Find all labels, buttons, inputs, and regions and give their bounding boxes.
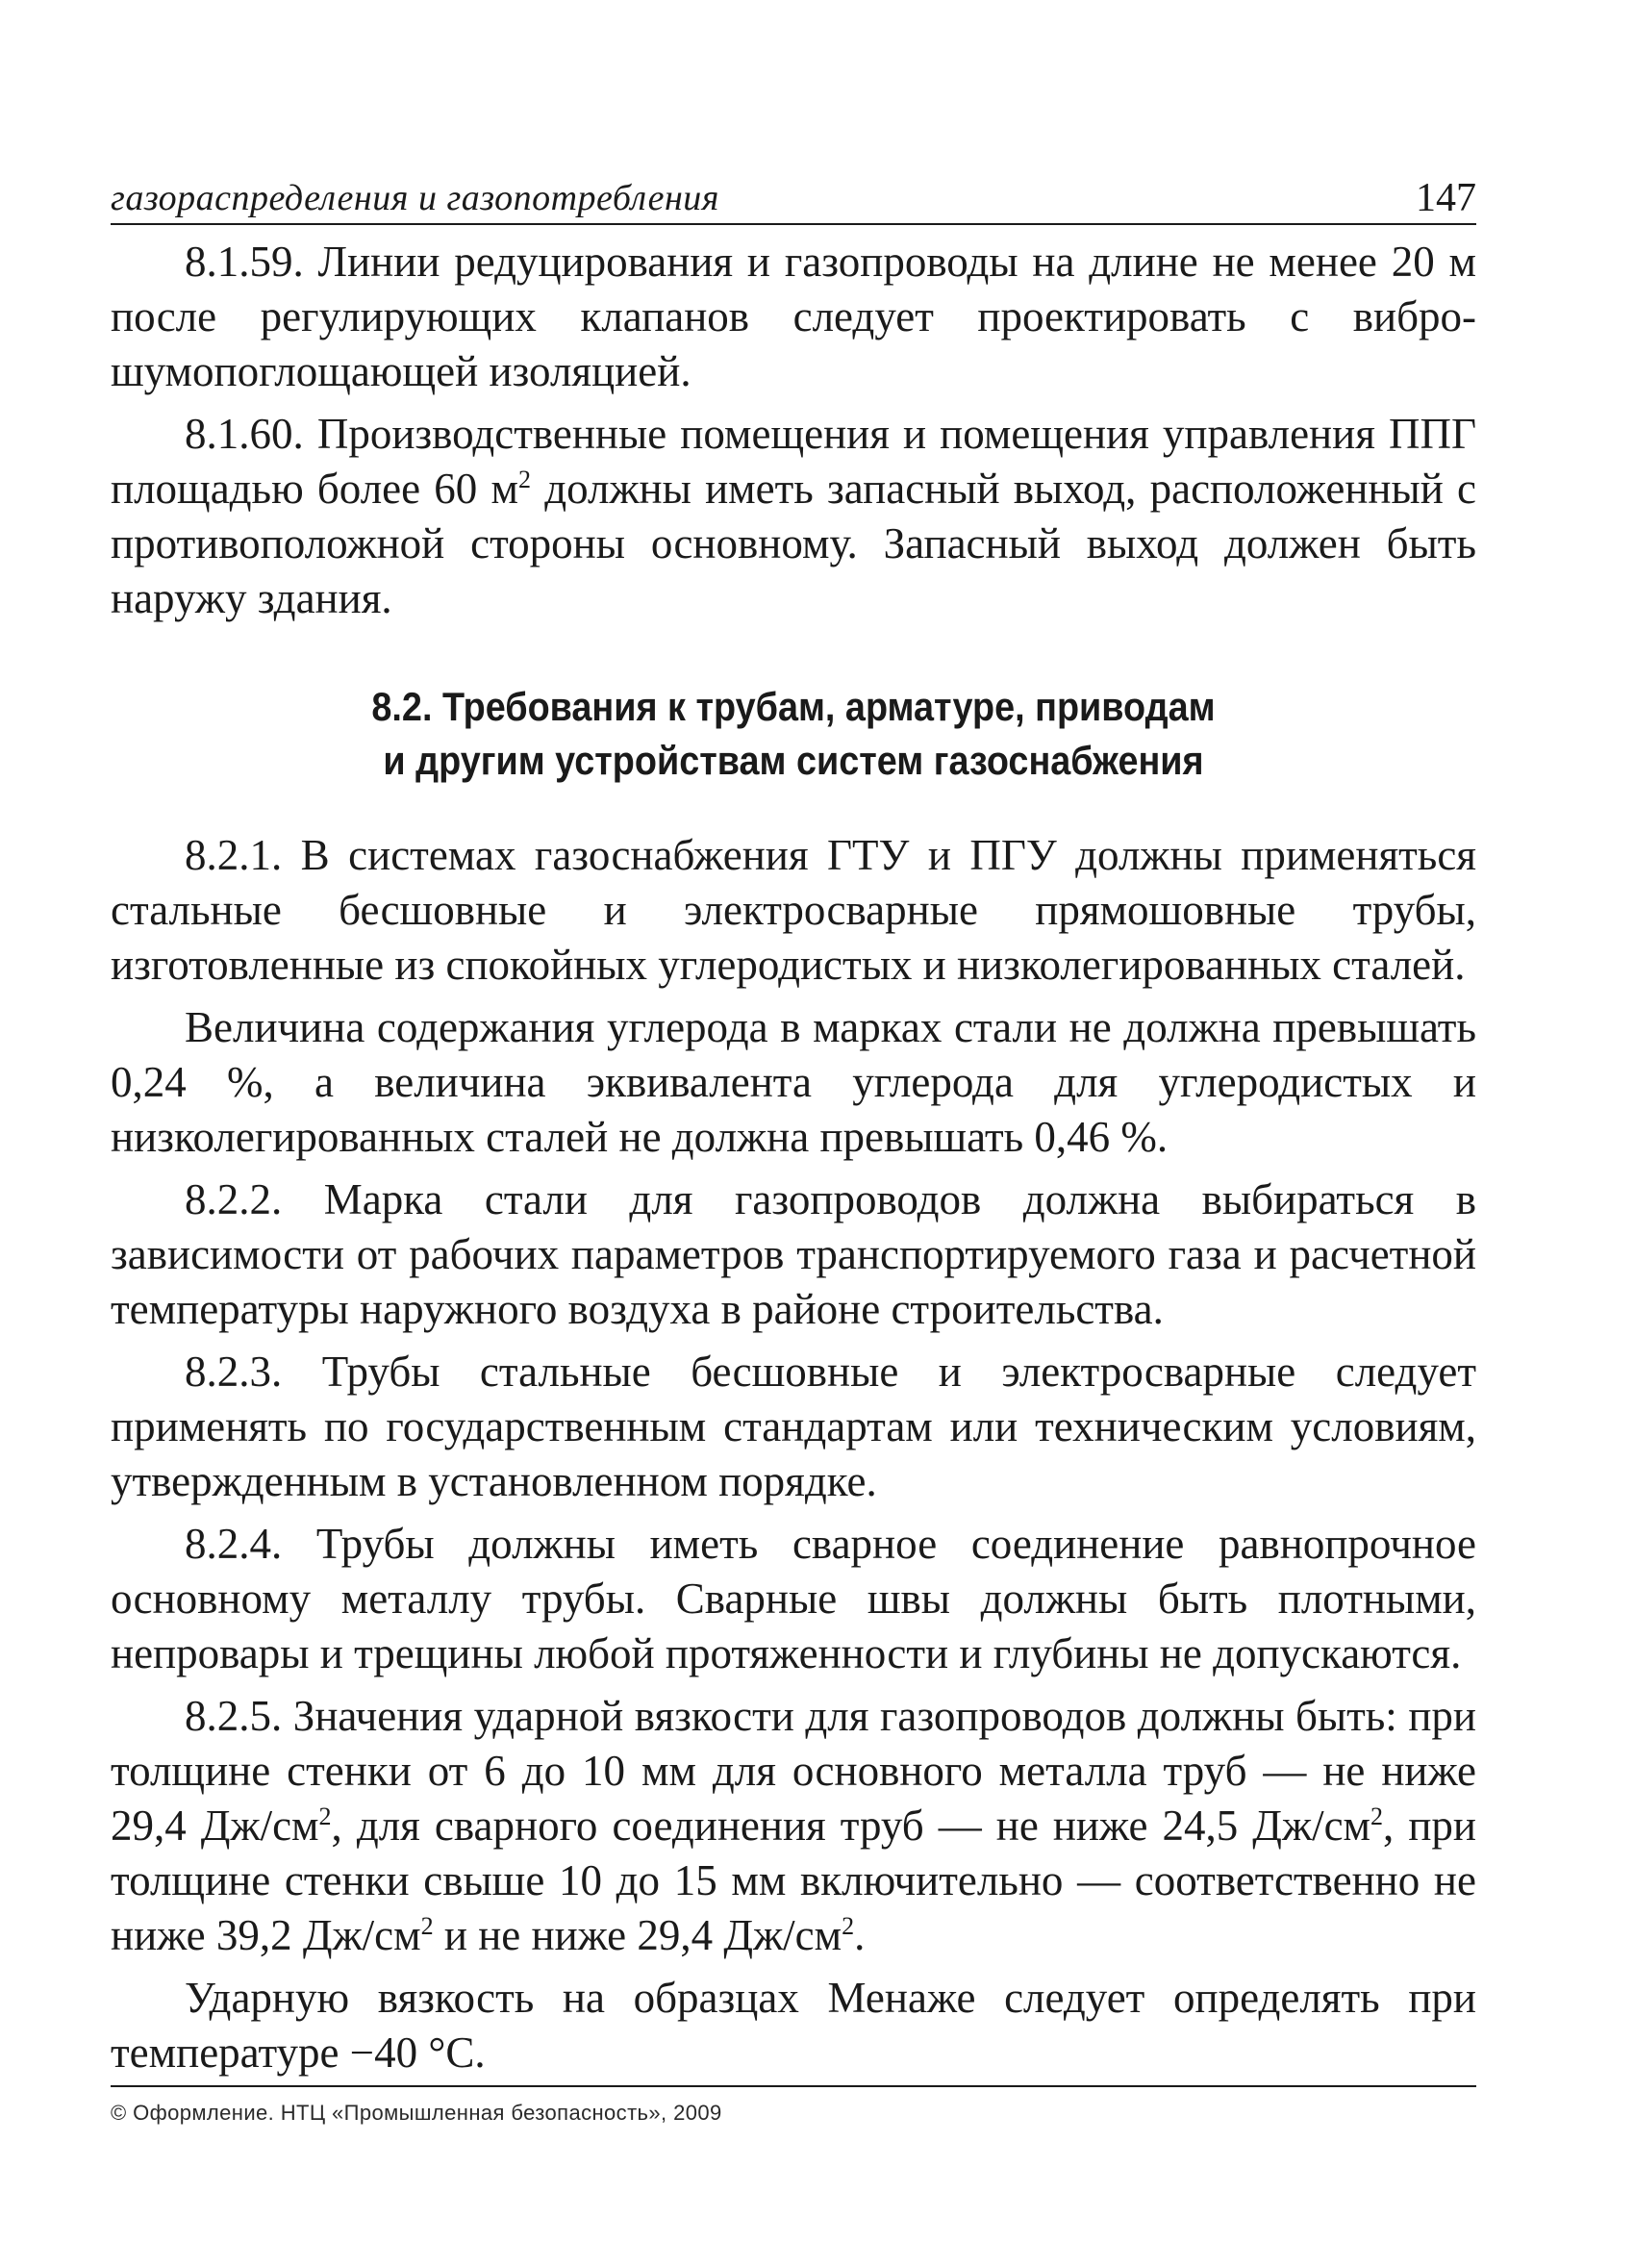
- running-head-title: газораспределения и газопотребления: [111, 178, 719, 218]
- section-heading-line-2: и другим устройствам систем газоснабжения: [383, 738, 1204, 783]
- book-page: [111, 164, 1476, 2183]
- section-heading: [179, 680, 1408, 788]
- page-body: [111, 235, 1476, 2080]
- section-heading-line-1: 8.2. Требования к трубам, арматуре, приводам: [371, 684, 1216, 729]
- paragraph-text: 8.1.60. Производственные помещения и помещения управления ППГ площадью более 60 м: [111, 410, 1476, 513]
- superscript: 2: [318, 1802, 332, 1830]
- paragraph-impact-test: Ударную вязкость на образцах Менаже следует определять при температуре −40 °С.: [111, 1974, 1476, 2077]
- paragraph-8-2-4: 8.2.4. Трубы должны иметь сварное соединение равнопрочное основному металлу трубы. Сварные швы должны быть плотными, непровары и трещины любой протяженности и глубины не допускаются.: [111, 1520, 1476, 1677]
- paragraph-text: должны иметь запасный выход, расположенный с противоположной стороны основному. Запасный выход должен быть наружу здания.: [111, 465, 1476, 622]
- paragraph-text: 8.2.5. Значения ударной вязкости для газопроводов должны быть: при толщине стенки от 6 до 10 мм для основного металла труб — не ниже 29,4 Дж/см: [111, 1692, 1476, 1850]
- paragraph-8-2-2: 8.2.2. Марка стали для газопроводов должна выбираться в зависимости от рабочих параметров транспортируемого газа и расчетной температуры наружного воздуха в районе строительства.: [111, 1175, 1476, 1333]
- paragraph-8-1-59: 8.1.59. Линии редуцирования и газопроводы на длине не менее 20 м после регулирующих клапанов следует проектировать с вибро-шумопоглощающей изоляцией.: [111, 238, 1476, 395]
- superscript: 2: [1370, 1802, 1384, 1830]
- page-number: 147: [1416, 176, 1476, 220]
- paragraph-8-2-5: [111, 1689, 1476, 1963]
- running-head: [111, 164, 1476, 225]
- superscript: 2: [842, 1912, 855, 1940]
- superscript: 2: [518, 466, 531, 493]
- paragraph-text: .: [854, 1911, 866, 1959]
- paragraph-8-2-3: 8.2.3. Трубы стальные бесшовные и электросварные следует применять по государственным стандартам или техническим условиям, утвержденным в установленном порядке.: [111, 1348, 1476, 1505]
- superscript: 2: [420, 1912, 434, 1940]
- paragraph-8-1-60: [111, 407, 1476, 626]
- paragraph-text: , для сварного соединения труб — не ниже 24,5 Дж/см: [331, 1802, 1371, 1850]
- paragraph-text: , при толщине стенки свыше 10 до 15 мм включительно — соответственно не ниже 39,2 Дж/см: [111, 1802, 1476, 1959]
- copyright-footer: © Оформление. НТЦ «Промышленная безопасность», 2009: [111, 2085, 1476, 2126]
- paragraph-text: и не ниже 29,4 Дж/см: [433, 1911, 842, 1959]
- paragraph-8-2-1: 8.2.1. В системах газоснабжения ГТУ и ПГУ должны применяться стальные бесшовные и электросварные прямошовные трубы, изготовленные из спокойных углеродистых и низколегированных сталей.: [111, 831, 1476, 989]
- paragraph-carbon-content: Величина содержания углерода в марках стали не должна превышать 0,24 %, а величина эквивалента углерода для углеродистых и низколегированных сталей не должна превышать 0,46 %.: [111, 1003, 1476, 1161]
